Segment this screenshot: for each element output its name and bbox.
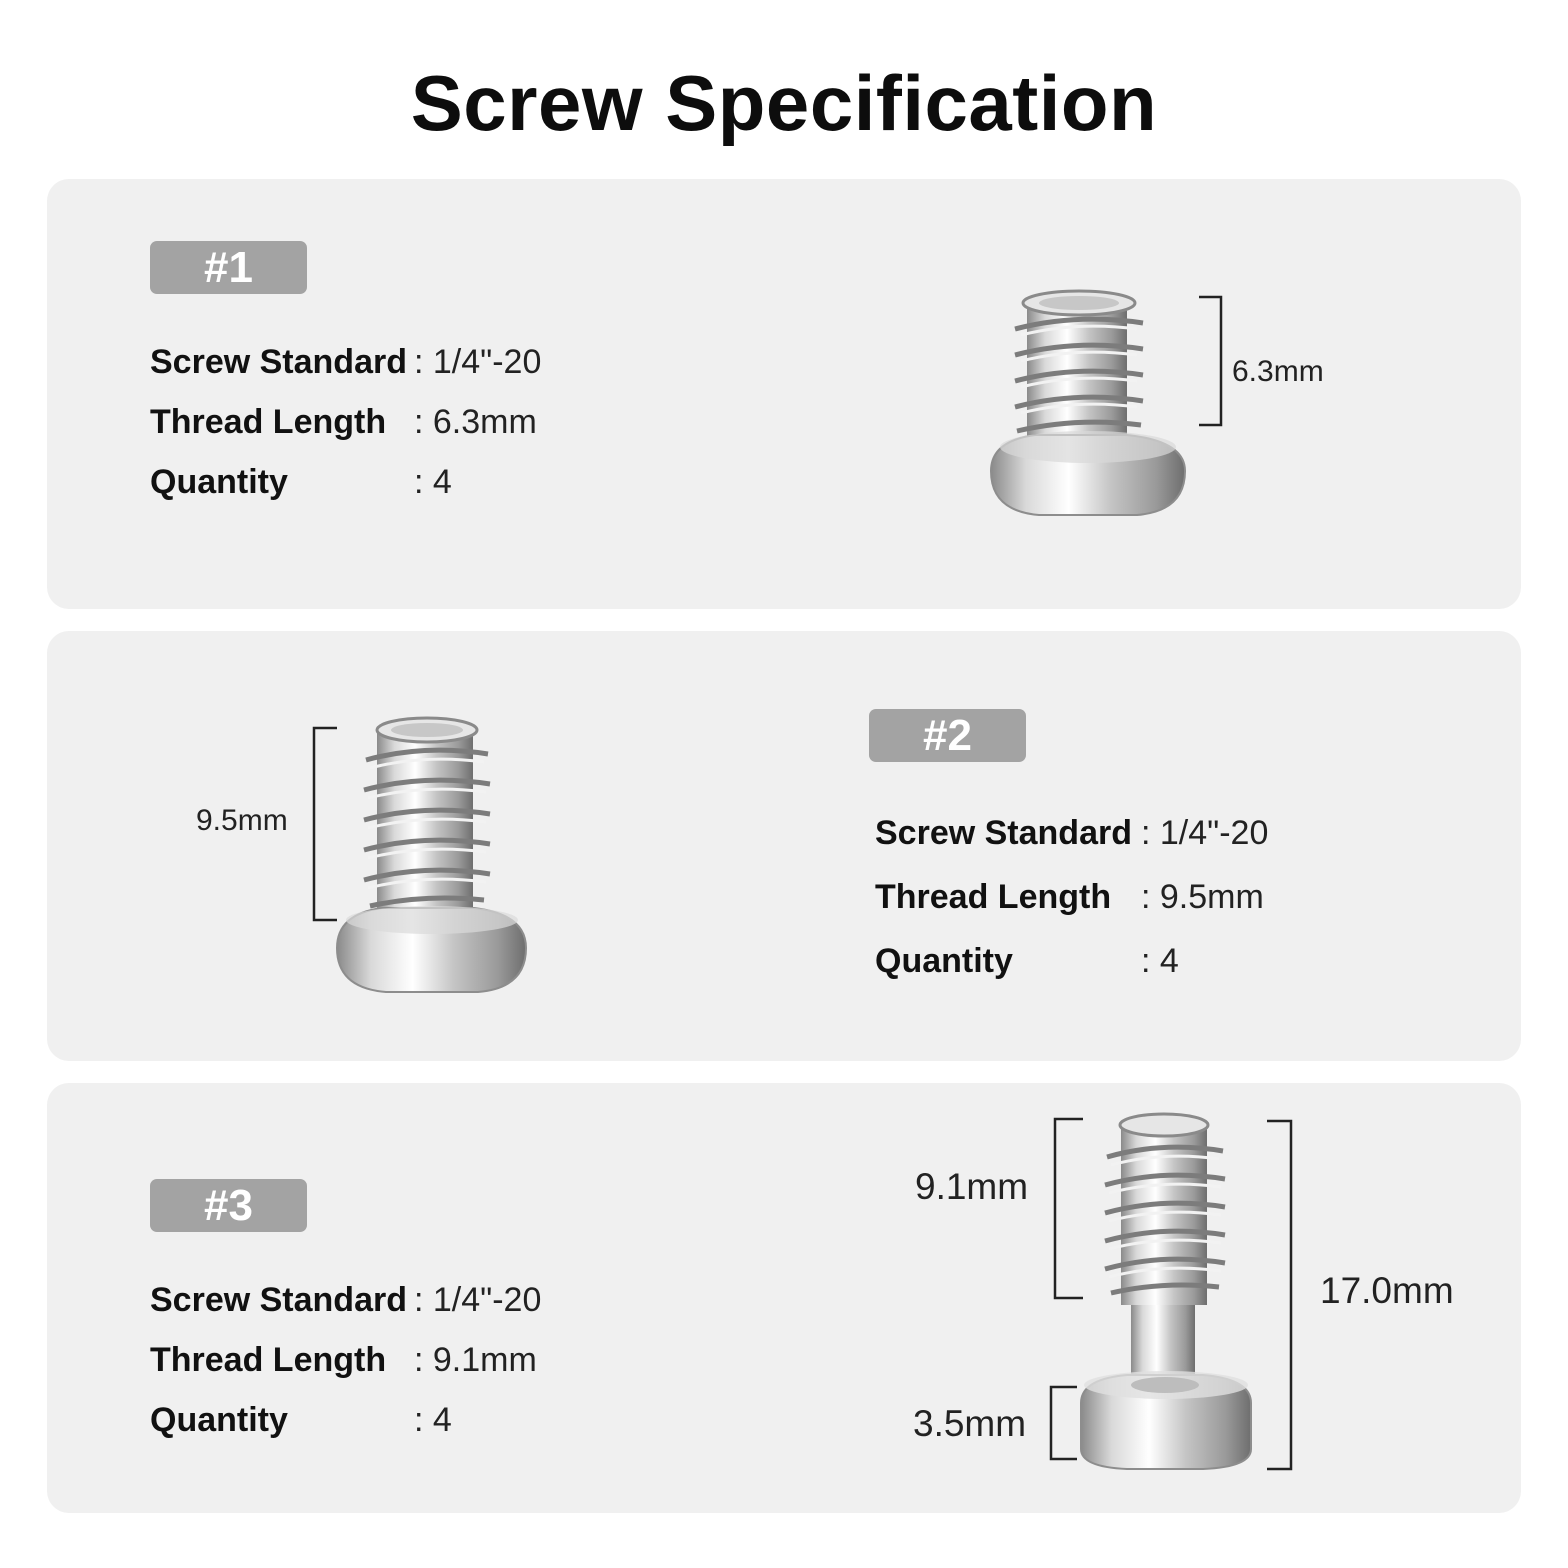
spec-label: Quantity [875, 942, 1013, 980]
dimension-label: 3.5mm [913, 1403, 1027, 1444]
screw-1-image [987, 289, 1287, 529]
spec-value: : 1/4"-20 [414, 1281, 542, 1319]
screw-card-2 [47, 631, 1521, 1061]
spec-value: : 9.5mm [1141, 878, 1264, 916]
spec-value: : 4 [414, 1401, 452, 1439]
screw-badge: #2 [869, 709, 1026, 762]
spec-label: Screw Standard [150, 343, 407, 381]
dimension-label: 6.3mm [1232, 355, 1324, 388]
screw-2-image [302, 716, 562, 1006]
screw-card-3 [47, 1083, 1521, 1513]
dimension-label: 17.0mm [1320, 1270, 1454, 1311]
spec-value: : 9.1mm [414, 1341, 537, 1379]
spec-label: Quantity [150, 463, 288, 501]
screw-badge: #1 [150, 241, 307, 294]
spec-label: Screw Standard [150, 1281, 407, 1319]
spec-value: : 1/4"-20 [414, 343, 542, 381]
screw-badge: #3 [150, 1179, 307, 1232]
page-title: Screw Specification [410, 59, 1158, 147]
spec-label: Thread Length [150, 1341, 387, 1379]
spec-label: Thread Length [875, 878, 1112, 916]
spec-value: : 1/4"-20 [1141, 814, 1269, 852]
screw-3-image [1047, 1113, 1317, 1478]
spec-label: Screw Standard [875, 814, 1132, 852]
dimension-label: 9.5mm [196, 804, 288, 837]
spec-label: Quantity [150, 1401, 288, 1439]
dimension-label: 9.1mm [915, 1166, 1029, 1207]
screw-card-1 [47, 179, 1521, 609]
spec-value: : 4 [414, 463, 452, 501]
spec-value: : 4 [1141, 942, 1179, 980]
spec-label: Thread Length [150, 403, 387, 441]
spec-value: : 6.3mm [414, 403, 537, 441]
